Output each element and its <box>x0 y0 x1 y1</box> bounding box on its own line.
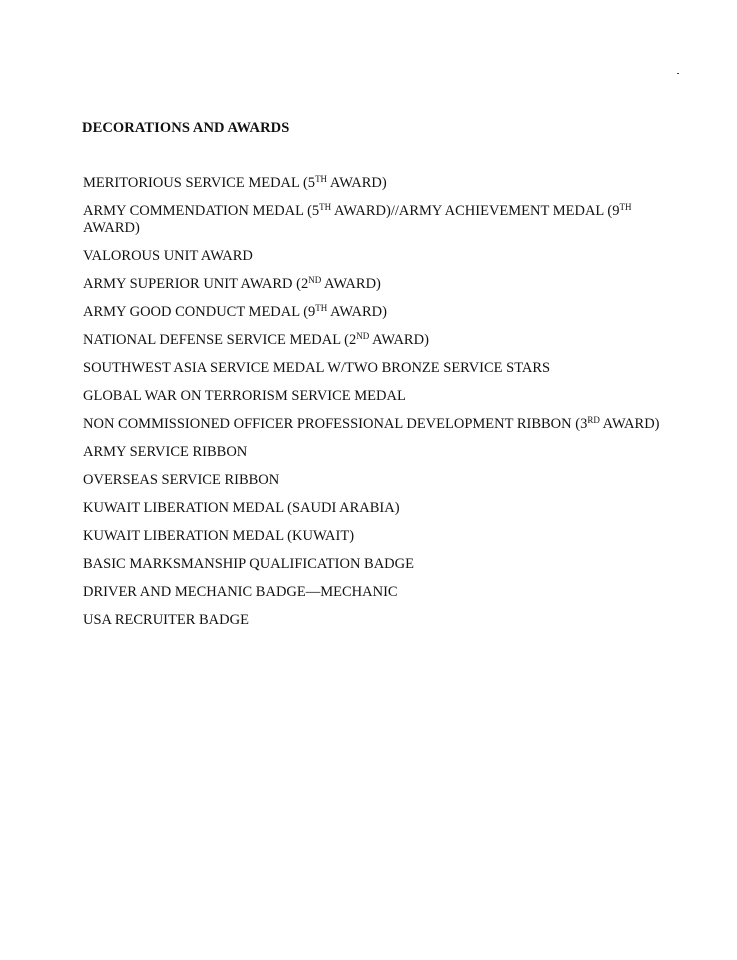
award-item: ARMY SUPERIOR UNIT AWARD (2ND AWARD) <box>83 275 381 292</box>
award-item: NATIONAL DEFENSE SERVICE MEDAL (2ND AWARD) <box>83 331 429 348</box>
award-item: MERITORIOUS SERVICE MEDAL (5TH AWARD) <box>83 174 387 191</box>
award-item: ARMY GOOD CONDUCT MEDAL (9TH AWARD) <box>83 303 387 320</box>
section-heading: DECORATIONS AND AWARDS <box>82 120 290 136</box>
award-item: KUWAIT LIBERATION MEDAL (SAUDI ARABIA) <box>83 500 400 516</box>
award-item: SOUTHWEST ASIA SERVICE MEDAL W/TWO BRONZE SERVICE STARS <box>83 360 551 376</box>
award-item: KUWAIT LIBERATION MEDAL (KUWAIT) <box>83 528 355 544</box>
award-item: BASIC MARKSMANSHIP QUALIFICATION BADGE <box>83 556 414 572</box>
award-item: USA RECRUITER BADGE <box>83 612 249 628</box>
award-item: DRIVER AND MECHANIC BADGE—MECHANIC <box>83 584 398 600</box>
award-item: VALOROUS UNIT AWARD <box>83 248 253 264</box>
award-item: GLOBAL WAR ON TERRORISM SERVICE MEDAL <box>83 388 406 404</box>
award-item: ARMY COMMENDATION MEDAL (5TH AWARD)//ARMY ACHIEVEMENT MEDAL (9TH AWARD) <box>83 202 632 236</box>
award-item: OVERSEAS SERVICE RIBBON <box>83 472 280 488</box>
award-item: ARMY SERVICE RIBBON <box>83 444 248 460</box>
awards-list <box>83 175 683 640</box>
award-item: NON COMMISSIONED OFFICER PROFESSIONAL DEVELOPMENT RIBBON (3RD AWARD) <box>83 415 660 432</box>
scan-speck <box>677 73 679 74</box>
